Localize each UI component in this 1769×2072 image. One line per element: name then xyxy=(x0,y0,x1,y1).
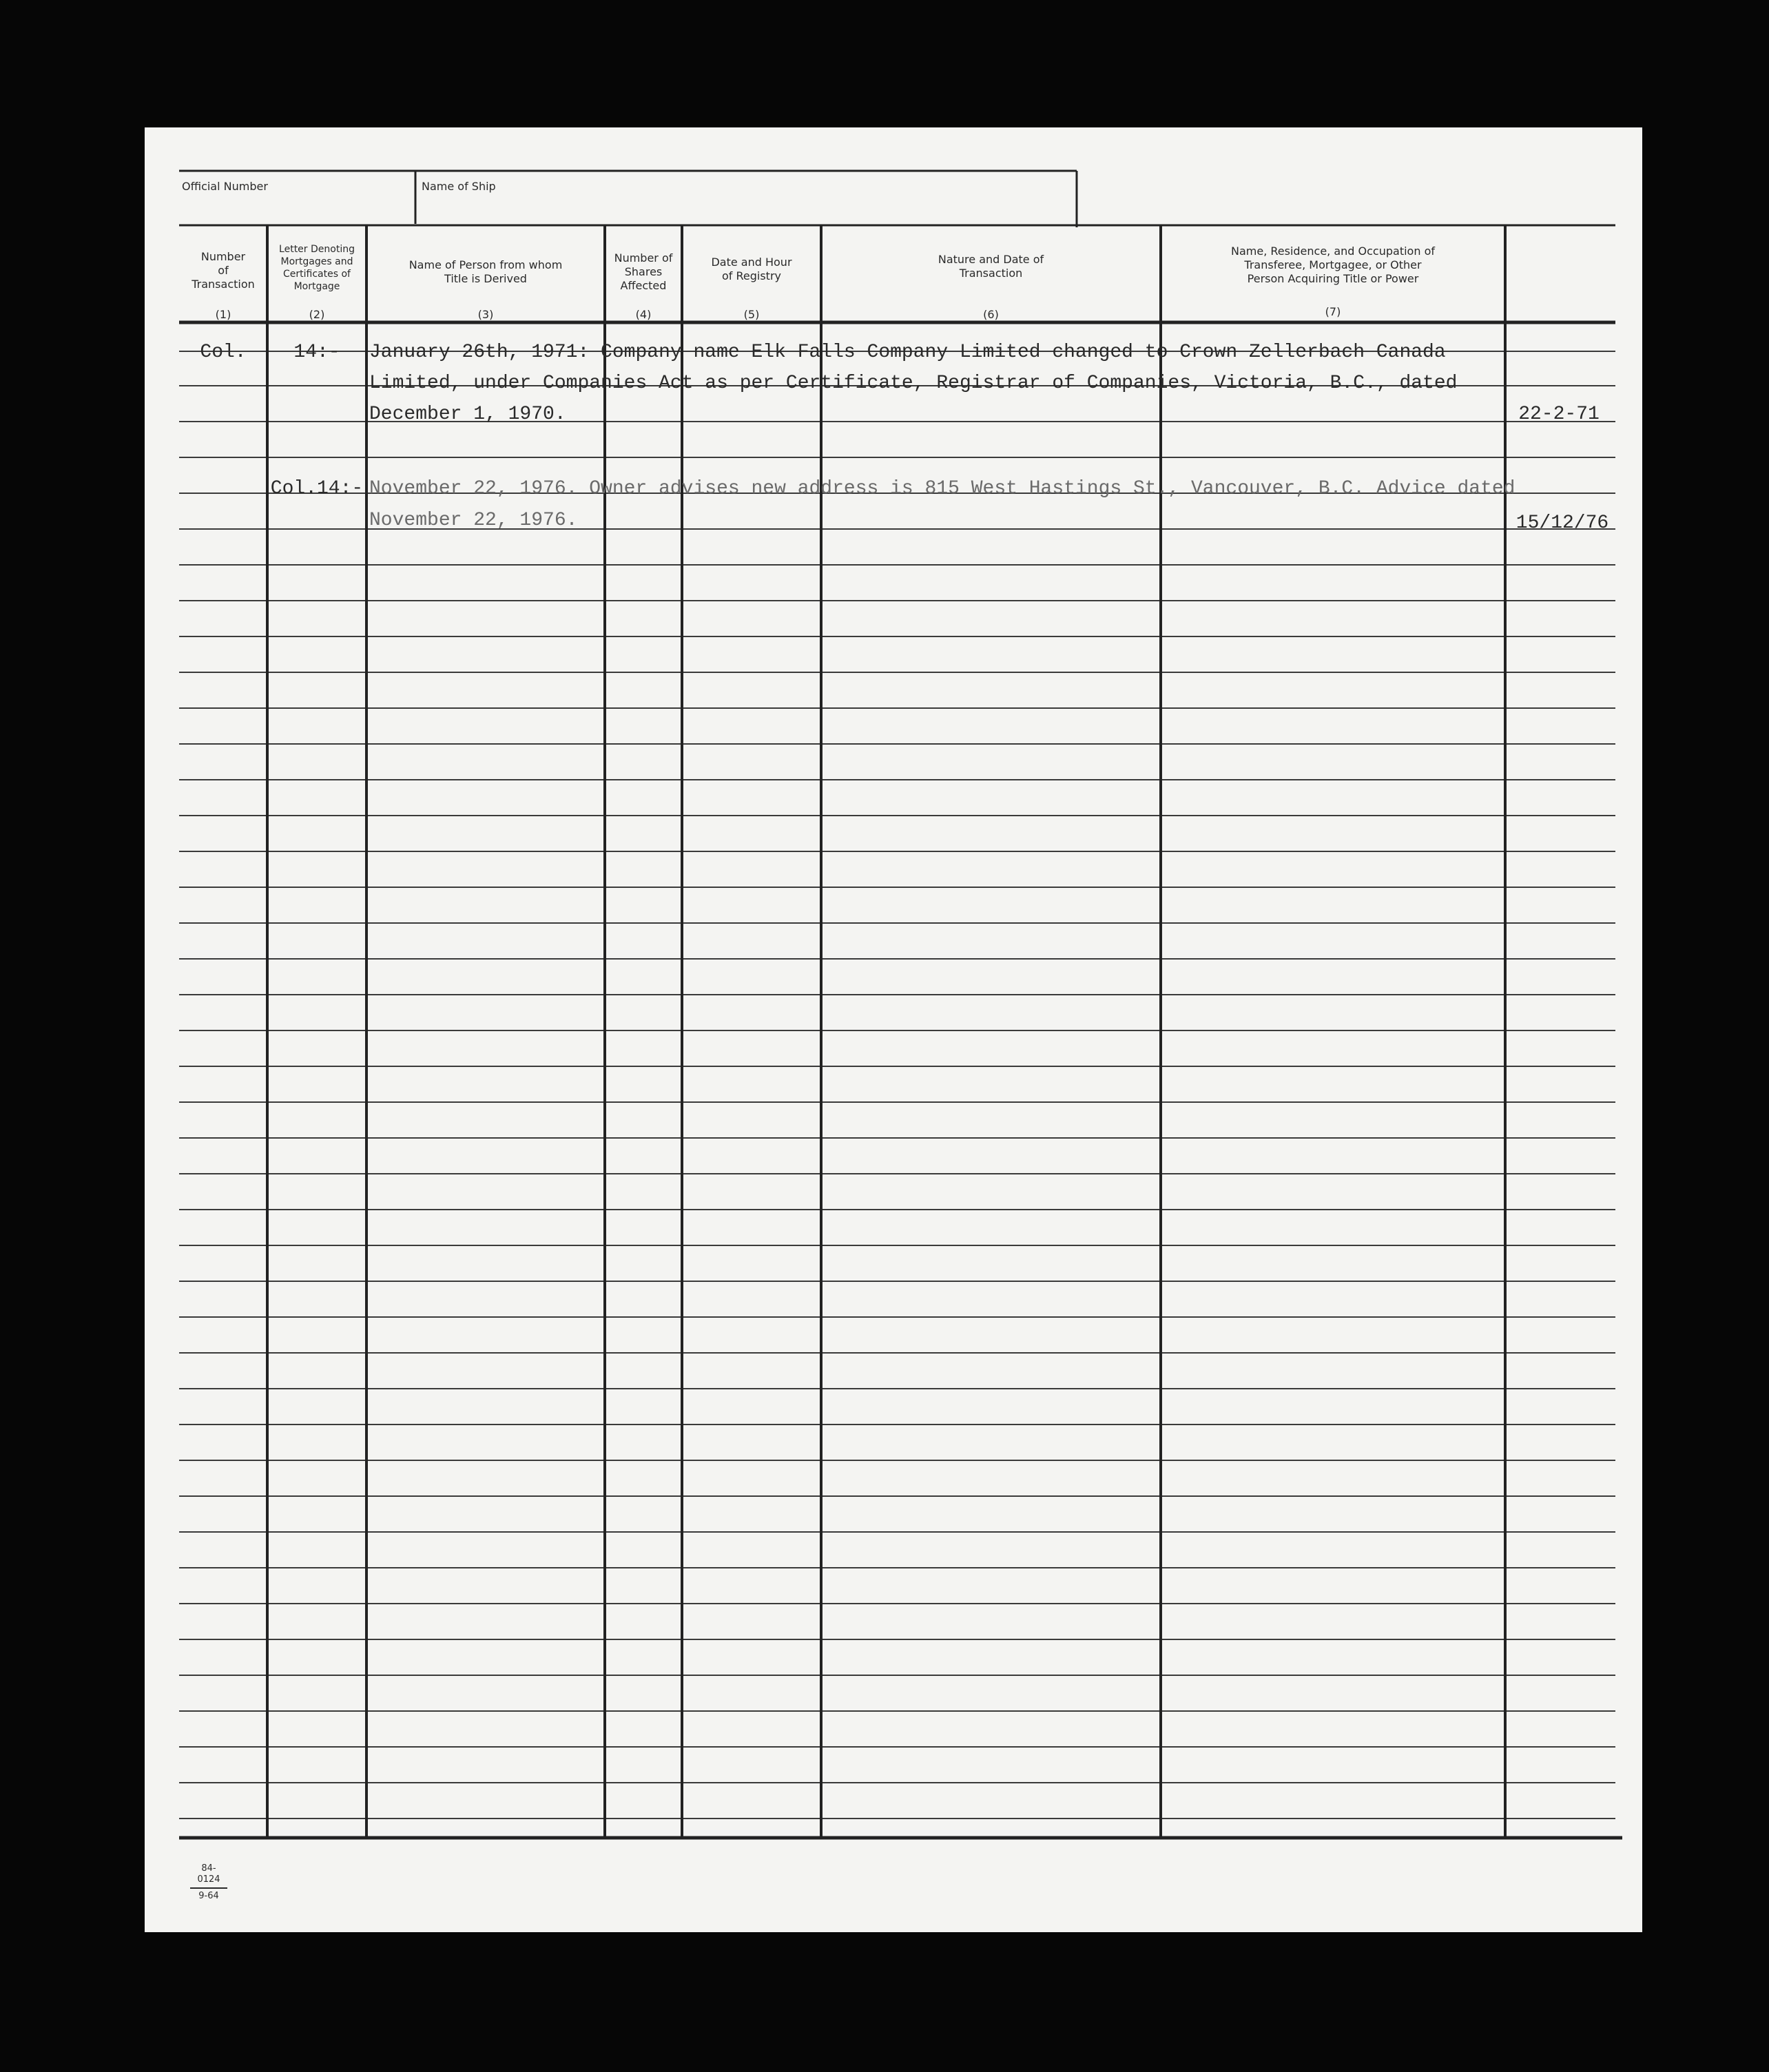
form-grid xyxy=(145,127,1642,1932)
column-number-3: (3) xyxy=(477,308,494,321)
column-header-2: Letter Denoting Mortgages and Certificates of Mortgage xyxy=(279,244,355,292)
column-number-7: (7) xyxy=(1325,305,1341,318)
entry-2-margin-date: 15/12/76 xyxy=(1515,512,1609,534)
column-number-1: (1) xyxy=(215,308,231,321)
column-header-6: Nature and Date of Transaction xyxy=(938,253,1044,280)
entry-1-col1: Col. xyxy=(200,342,247,363)
column-number-5: (5) xyxy=(743,308,760,321)
entry-2-col2: Col.14:- xyxy=(270,478,364,499)
column-header-3: Name of Person from whom Title is Derived xyxy=(408,258,563,285)
entry-1-line-3: December 1, 1970. xyxy=(369,404,566,425)
column-number-6: (6) xyxy=(983,308,999,321)
entry-1-col2: 14:- xyxy=(293,342,340,363)
column-header-7: Name, Residence, and Occupation of Transferee, Mortgagee, or Other Person Acquiring Title or Power xyxy=(1231,245,1435,285)
column-header-4: Number of Shares Affected xyxy=(614,251,673,292)
entry-1-margin-date: 22-2-71 xyxy=(1518,404,1600,425)
entry-1-line-2: Limited, under Companies Act as per Certificate, Registrar of Companies, Victoria, B.C., dated xyxy=(369,373,1458,394)
column-number-2: (2) xyxy=(309,308,325,321)
entry-1-line-1: January 26th, 1971: Company name Elk Falls Company Limited changed to Crown Zellerbach Canada xyxy=(369,342,1446,363)
form-number: 84-0124 9-64 xyxy=(190,1863,227,1902)
column-number-4: (4) xyxy=(635,308,652,321)
entry-2-line-1: November 22, 1976. Owner advises new address is 815 West Hastings St., Vancouver, B.C. Advice dated xyxy=(369,478,1515,499)
name-of-ship-label: Name of Ship xyxy=(422,180,496,193)
column-header-5: Date and Hour of Registry xyxy=(711,256,792,282)
entry-2-line-2: November 22, 1976. xyxy=(369,510,578,531)
column-header-1: Number of Transaction xyxy=(192,250,255,291)
register-form-page xyxy=(145,127,1642,1932)
official-number-label: Official Number xyxy=(182,180,268,193)
